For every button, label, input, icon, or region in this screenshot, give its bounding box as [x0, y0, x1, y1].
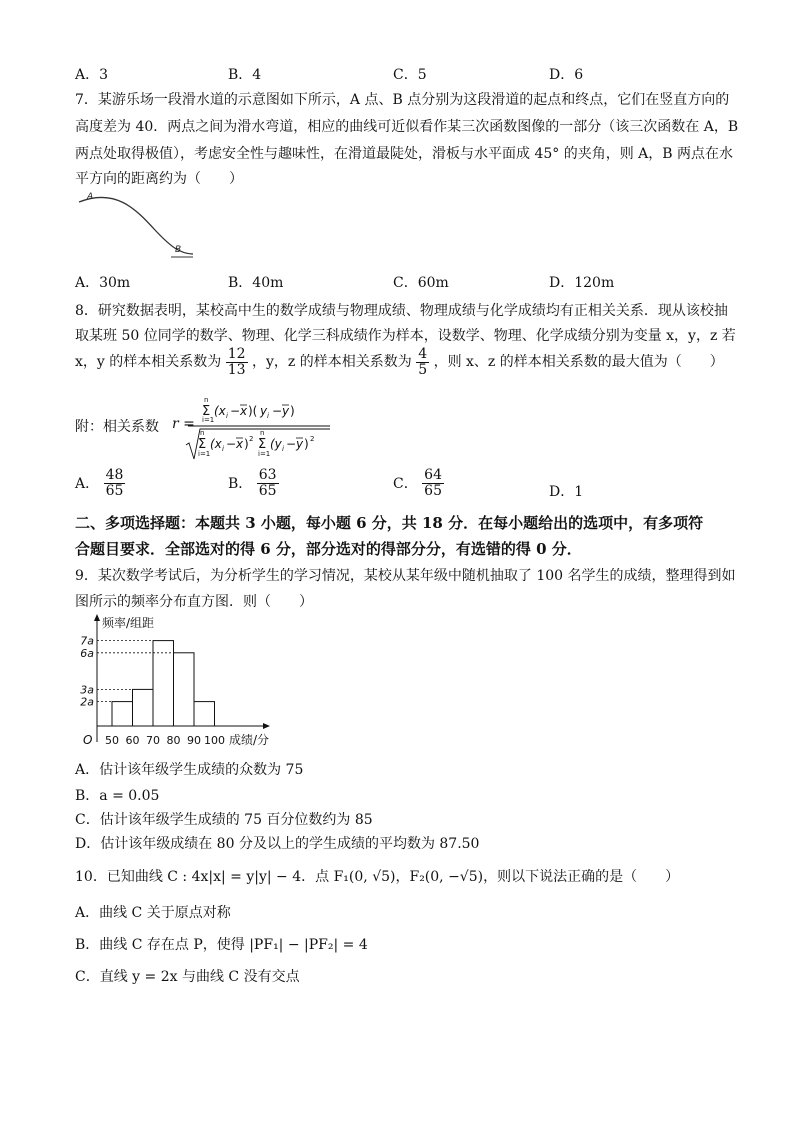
- svg-text:y: y: [296, 437, 304, 451]
- svg-text:(x: (x: [214, 404, 226, 418]
- q6-option-b: B．4: [228, 67, 262, 83]
- svg-text:): ): [290, 404, 295, 418]
- x-tick-70: 70: [146, 734, 160, 747]
- q8-option-a-fraction: [104, 468, 126, 498]
- section-2-heading-line-1: 二、多项选择题：本题共 3 小题，每小题 6 分，共 18 分．在每小题给出的选项中，有多项符: [75, 514, 704, 532]
- q6-option-a: A．3: [75, 67, 109, 83]
- q6-option-d: D．6: [549, 67, 584, 83]
- q8-option-b-label: B．: [228, 476, 253, 493]
- q10-line-1: 10．已知曲线 C : 4x|x| = y|y| − 4．点 F₁(0, √5)，F₂(0, −√5)，则以下说法正确的是（ ）: [75, 869, 680, 885]
- q8-frac2-denominator: 5: [418, 361, 428, 378]
- svg-text:y: y: [260, 404, 268, 418]
- q8-line-3-part-c: ，则 x、z 的样本相关系数的最大值为（ ）: [433, 354, 724, 371]
- slide-label-b: B: [175, 245, 182, 255]
- svg-text:x: x: [240, 404, 248, 418]
- q9-option-c: C．估计该年级学生成绩的 75 百分位数约为 85: [75, 812, 373, 828]
- q9-option-d: D．估计该年级成绩在 80 分及以上的学生成绩的平均数为 87.50: [75, 836, 480, 852]
- histogram-origin-label: O: [83, 733, 93, 747]
- q8-line-1: 8．研究数据表明，某校高中生的数学成绩与物理成绩、物理成绩与化学成绩均有正相关关系．现从该校抽: [75, 303, 728, 319]
- svg-text:y: y: [282, 404, 290, 418]
- q8-option-c-num: 64: [424, 467, 442, 483]
- q7-option-a: A．30m: [75, 275, 131, 291]
- x-tick-60: 60: [125, 734, 140, 747]
- slide-label-a: A: [87, 192, 94, 202]
- y-tick-2a: 2a: [80, 695, 94, 709]
- q8-option-a-den: 65: [105, 482, 124, 499]
- q7-line-3: 两点处取得极值），考虑安全性与趣味性，在滑道最陡处，滑板与水平面成 45° 的夹角，则 A，B 两点在水: [75, 146, 734, 162]
- q7-line-2: 高度差为 40．两点之间为滑水弯道，相应的曲线可近似看作某三次函数图像的一部分（该三次函数在 A，B: [75, 119, 739, 135]
- svg-text:2: 2: [310, 435, 315, 443]
- histogram-bar-50-60: [112, 702, 133, 726]
- section-2-heading-line-2: 合题目要求．全部选对的得 6 分，部分选对的得部分分，有选错的得 0 分．: [75, 540, 582, 558]
- q8-option-a: [75, 468, 125, 498]
- svg-text:i: i: [226, 412, 228, 420]
- q6-option-c: C．5: [393, 67, 427, 83]
- q8-frac1-numerator: 12: [227, 346, 246, 362]
- svg-text:(x: (x: [210, 437, 222, 451]
- q7-line-1: 7．某游乐场一段滑水道的示意图如下所示，A 点、B 点分别为这段滑道的起点和终点，它们在竖直方向的: [75, 92, 730, 108]
- q8-fraction-4-5: [416, 347, 429, 377]
- svg-text:): ): [304, 437, 309, 451]
- svg-text:i=1: i=1: [258, 450, 271, 458]
- q7-option-b: B．40m: [228, 275, 284, 291]
- svg-text:−: −: [286, 437, 297, 451]
- q7-option-c: C．60m: [393, 275, 449, 291]
- svg-text:(y: (y: [270, 437, 282, 451]
- svg-text:i: i: [267, 412, 269, 420]
- formula-label: 附：相关系数: [75, 419, 159, 435]
- q7-option-d: D．120m: [549, 275, 615, 291]
- svg-text:Σ: Σ: [198, 437, 207, 452]
- frequency-histogram: [75, 612, 290, 750]
- q8-option-a-label: A．: [75, 476, 100, 493]
- svg-text:−: −: [230, 404, 241, 418]
- x-tick-100: 100: [204, 734, 225, 747]
- y-tick-3a: 3a: [80, 683, 94, 697]
- svg-text:i: i: [222, 445, 224, 453]
- svg-text:n: n: [204, 396, 209, 404]
- q8-line-2: 取某班 50 位同学的数学、物理、化学三科成绩作为样本，设数学、物理、化学成绩分别为变量 x，y，z 若: [75, 328, 736, 344]
- q8-option-c-den: 65: [424, 482, 442, 499]
- q8-line-3-part-a: x，y 的样本相关系数为: [75, 354, 222, 371]
- x-tick-90: 90: [187, 734, 201, 747]
- svg-text:)(: )(: [248, 404, 258, 418]
- histogram-bar-90-100: [194, 702, 215, 726]
- q9-line-2: 图所示的频率分布直方图．则（ ）: [75, 594, 313, 610]
- x-tick-50: 50: [105, 734, 119, 747]
- slide-diagram: [75, 188, 195, 263]
- histogram-bar-80-90: [174, 653, 195, 726]
- q8-line-3: [75, 347, 724, 377]
- formula-r: r =: [172, 416, 195, 432]
- q8-option-c-label: C．: [393, 476, 418, 493]
- histogram-xlabel: 成绩/分: [229, 733, 270, 747]
- q9-option-a: A．估计该年级学生成绩的众数为 75: [75, 762, 304, 778]
- correlation-formula: [182, 393, 337, 465]
- q9-line-1: 9．某次数学考试后，为分析学生的学习情况，某校从某年级中随机抽取了 100 名学生的成绩，整理得到如: [75, 568, 736, 584]
- y-tick-6a: 6a: [80, 646, 94, 660]
- q10-option-b: B．曲线 C 存在点 P，使得 |PF₁| − |PF₂| = 4: [75, 937, 368, 953]
- svg-text:−: −: [226, 437, 237, 451]
- q8-option-b-den: 65: [258, 482, 277, 499]
- q8-frac2-numerator: 4: [418, 346, 428, 362]
- svg-text:n: n: [200, 429, 205, 437]
- q10-option-c: C．直线 y = 2x 与曲线 C 没有交点: [75, 969, 300, 985]
- svg-text:i: i: [282, 445, 284, 453]
- q8-frac1-denominator: 13: [227, 361, 246, 378]
- q8-option-b: [228, 468, 279, 498]
- q8-option-b-num: 63: [258, 467, 277, 483]
- q8-fraction-12-13: [226, 347, 248, 377]
- svg-text:2: 2: [249, 435, 254, 443]
- q8-option-a-num: 48: [105, 467, 124, 483]
- svg-text:): ): [244, 437, 249, 451]
- q8-option-c: [393, 468, 444, 498]
- q8-option-b-fraction: [257, 468, 279, 498]
- q9-option-b: B．a = 0.05: [75, 788, 160, 804]
- svg-text:n: n: [260, 429, 265, 437]
- q8-option-c-fraction: [422, 468, 444, 498]
- histogram-bar-60-70: [133, 689, 154, 726]
- svg-text:Σ: Σ: [202, 404, 211, 419]
- x-tick-80: 80: [166, 734, 181, 747]
- histogram-ylabel: 频率/组距: [102, 616, 155, 630]
- q7-line-4: 平方向的距离约为（ ）: [75, 171, 243, 187]
- svg-text:i=1: i=1: [198, 450, 211, 458]
- q10-option-a: A．曲线 C 关于原点对称: [75, 905, 231, 921]
- svg-text:x: x: [236, 437, 244, 451]
- q8-line-3-part-b: ，y，z 的样本相关系数为: [252, 354, 412, 371]
- svg-text:−: −: [272, 404, 283, 418]
- y-tick-7a: 7a: [80, 634, 94, 648]
- svg-text:Σ: Σ: [258, 437, 267, 452]
- q8-option-d: D．1: [549, 484, 584, 500]
- histogram-bar-70-80: [153, 641, 174, 726]
- svg-text:i=1: i=1: [202, 416, 215, 424]
